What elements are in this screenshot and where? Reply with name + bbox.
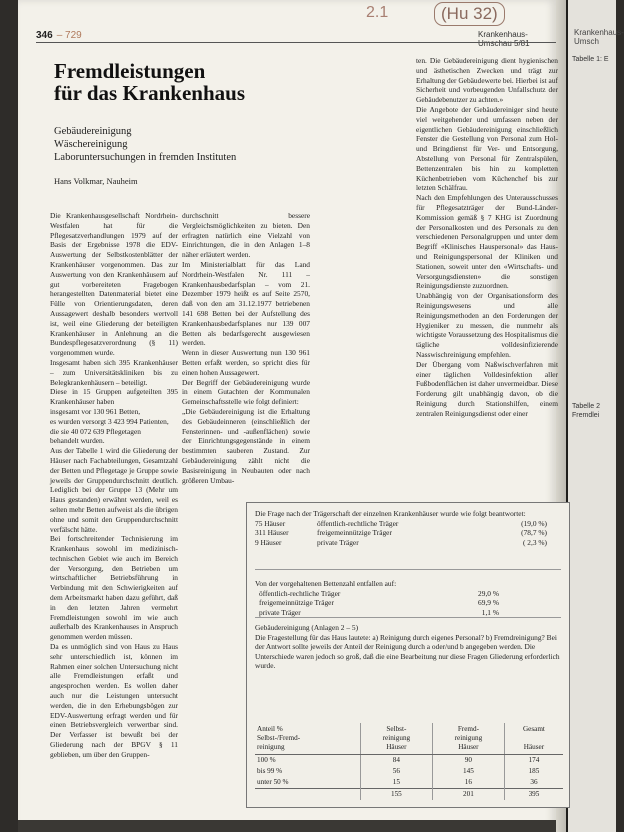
carrier-pct: (78,7 %) — [521, 528, 547, 538]
table-cell: 201 — [432, 789, 504, 801]
handwritten-stamp: (Hu 32) — [434, 2, 505, 26]
statistics-box — [246, 502, 570, 808]
table-header: Gesamt Häuser — [504, 723, 563, 755]
paragraph: Da es unmöglich sind von Haus zu Haus sehr unterschiedlich ist, können im Rahmen einer solchen Untersuchung nicht alle Fremdleistungen erfaßt und angesprochen werden. Es wollen daher auch nur die Leistungen untersucht werden, die in den Erhebungsbögen zur EDV-Auswertung erfragt werden und für einen Betriebsvergleich verwertbar sind. Der Verfasser ist bewußt bei der Gliederung nach der BPGV § 11 geblieben, um über den Gruppen- — [50, 642, 178, 759]
table-cell: 56 — [360, 766, 432, 777]
table-header: Anteil % Selbst-/Fremd- reinigung — [255, 723, 360, 755]
paragraph: „Die Gebäudereinigung ist die Erhaltung des Gebäudeinneren (einschließlich der Fensterinnen- und -außenflächen) sowie der Einrichtungsgegenstände in einem bestimmten sauberen Zustand. Zur Gebäudereinigung zählt nicht die Basisreinigung in Neubauten oder nach größeren Umbau- — [182, 406, 310, 485]
paragraph: Diese in 15 Gruppen aufgeteilten 395 Krankenhäuser haben — [50, 387, 178, 407]
paragraph: Der Begriff der Gebäudereinigung wurde in einem Gutachten der Kommunalen Gemeinschaftsstelle wie folgt definiert: — [182, 377, 310, 407]
beds-label: öffentlich-rechtliche Träger — [259, 588, 341, 598]
paragraph: die sie 40 072 639 Pflegetagen — [50, 426, 141, 436]
table-header: Selbst- reinigung Häuser — [360, 723, 432, 755]
beds-pct: 69,9 % — [478, 598, 499, 608]
paragraph: Im Ministerialblatt für das Land Nordrhein-Westfalen Nr. 111 – Krankenhausbedarfsplan – vom 21. Dezember 1979 heißt es auf Seite 2570, daß von den am 31.12.1977 betriebenen 141 698 Betten bei der Aufstellung des Krankenhausbedarfsplanes nur 139 007 Betten als bedarfsgerecht ausgewiesen werden. — [182, 259, 310, 348]
paragraph: Bei fortschreitender Technisierung im Krankenhaus sowohl im medizinisch-technischen Gebiet wie auch im Bereich der Versorgung, den Betrieben um wirtschaftlicher Betriebsführung in Verbindung mit den Schwierigkeiten auf dem Arbeitsmarkt haben dazu geführt, daß in den letzten Jahren vermehrt Fremdleistungen sowohl im wie auch außerhalb des Krankenhauses in Anspruch genommen werden müssen. — [50, 534, 178, 642]
table-cell: bis 99 % — [255, 766, 360, 777]
table-cell: 395 — [504, 789, 563, 801]
carrier-count: 75 Häuser — [255, 518, 286, 528]
table-cell: unter 50 % — [255, 777, 360, 789]
facing-page-table-label: Tabelle 1: E — [572, 56, 609, 63]
paragraph: ten. Die Gebäudereinigung dient hygienischen und ästhetischen Zwecken und trägt zur Erhaltung der Gebäudewerte bei. Hierbei ist auf Sicherheit und vorbeugenden Unfallschutz der Gebäudebenutzer zu achten.» — [416, 56, 558, 105]
paragraph: Die Angebote der Gebäudereiniger sind heute viel weitgehender und umfassen neben der eigentlichen Gebäudereinigung einschließlich Fenster die Gestellung von Personal zum Hol- und Bringdienst für Ver- und Entsorgung, Abstellung von Personal für Zentralspülen, Bettenzentralen bis hin zu kompletten Küchenbetrieben vom Küchenchef bis zur letzten Schälfrau. — [416, 104, 558, 193]
carrier-count: 9 Häuser — [255, 537, 282, 547]
carrier-label: freigemeinnützige Träger — [317, 528, 392, 538]
cleaning-heading: Gebäudereinigung (Anlagen 2 – 5) — [255, 623, 359, 632]
beds-pct: 29,0 % — [478, 588, 499, 598]
table-cell: 155 — [360, 789, 432, 801]
table-cell: 15 — [360, 777, 432, 789]
subtitle-line-2: Wäschereinigung — [54, 139, 128, 150]
paragraph: Unabhängig von der Organisationsform des Reinigungswesens und alle Reinigungsmethoden an den Forderungen der Hygieniker zu messen, die nunmehr als wichtigste Voraussetzung des Hospitalismus die tägliche volldesinfizierende Nasswischreinigung empfehlen. — [416, 291, 558, 359]
carrier-row — [255, 528, 561, 538]
text-column-2 — [182, 211, 310, 485]
carrier-pct: (19,0 %) — [521, 518, 547, 528]
table-total-row — [255, 789, 563, 801]
facing-page-table-label-2: Tabelle 2 Fremdlei — [572, 403, 601, 419]
carrier-section — [255, 509, 561, 547]
carrier-intro: Die Frage nach der Trägerschaft der einzelnen Krankenhäuser wurde wie folgt beantwortet: — [255, 509, 526, 518]
title-line-2: für das Krankenhaus — [54, 81, 246, 105]
running-title: Krankenhaus-Umschau 5/81 — [478, 30, 530, 48]
table-header: Fremd- reinigung Häuser — [432, 723, 504, 755]
cleaning-table — [255, 723, 563, 800]
cleaning-text: Die Fragestellung für das Haus lautete: a) Reinigung durch eigenes Personal? b) Fremdreinigung? Bei der Antwort sollte jeweils der Anteil der Reinigung durch a oder/und b angegeben werden. Die Unterschiede waren jedoch so groß, daß die eine Bearbeitung nur diese Fragen Gliederung erforderlich wurde. — [255, 632, 560, 671]
beds-row — [255, 598, 561, 608]
carrier-pct: ( 2,3 %) — [522, 537, 547, 547]
subtitle-line-1: Gebäudereinigung — [54, 126, 132, 137]
title-line-1: Fremdleistungen — [54, 59, 206, 83]
paragraph: durchschnitt bessere Vergleichsmöglichkeiten zu bieten. Den erfragten natürlich eine Vielzahl von Einrichtungen, die in den Anlagen 1–8 näher erläutert werden. — [182, 211, 310, 260]
table-cell: 36 — [530, 778, 538, 786]
author-byline: Hans Volkmar, Nauheim — [54, 176, 138, 186]
article-subtitle — [54, 125, 236, 164]
table-cell: 90 — [432, 755, 504, 767]
table-header-row — [255, 723, 563, 755]
table-cell: 145 — [432, 766, 504, 777]
table-row — [255, 777, 563, 789]
paragraph: Aus der Tabelle 1 wird die Gliederung der Häuser nach Fachabteilungen, Gesamtzahl der Betten und Pflegetage je Gruppe sowie jeweils der Gruppendurchschnitt deutlich. Lediglich bei der Gruppe 13 (Mehr um Haus gestanden) erwähnt werden, weil es selten mehr Betten aufweist als die übrigen ohne und somit den Gruppendurchschnitt verfälscht hätte. — [50, 446, 178, 534]
table-row — [255, 755, 563, 767]
header-rule — [36, 42, 556, 43]
text-column-3 — [416, 56, 558, 418]
carrier-row — [255, 538, 561, 548]
beds-row — [255, 608, 561, 618]
handwritten-mark: 2.1 — [366, 4, 389, 21]
table-row — [255, 766, 563, 777]
paragraph: Nach den Empfehlungen des Unterausschusses für Pflegesatzträger der Bund-Länder-Kommission gemäß § 7 KHG ist Zuordnung der Personalkosten und des Personals zu den verschiedenen Personalgruppen und unter dem Begriff «Klinisches Hauspersonal» das Haus- und Reinigungspersonal der Kliniken und Stationen, soweit unter den «Wirtschafts- und Versorgungsdiensten» die sonstigen Reinigungsdienste zuzuordnen. — [416, 193, 558, 291]
article-title — [54, 60, 245, 104]
carrier-row — [255, 519, 561, 529]
paragraph: behandelt wurden. — [50, 436, 105, 446]
table-cell — [255, 789, 360, 801]
table-cell: 84 — [360, 755, 432, 767]
beds-label: freigemeinnützige Träger — [259, 598, 334, 608]
paragraph: Der Übergang vom Naßwischverfahren mit einer täglichen Volldesinfektion aller Fußbodenflächen ist daher unvermeidbar. Diese Forderung gilt unabhängig davon, ob die Reinigung durch Stationshilfen, einem zentralen Reinigungsdienst oder einer — [416, 359, 558, 418]
beds-label: private Träger — [259, 607, 301, 617]
document-page — [18, 0, 560, 832]
section-divider — [255, 617, 561, 618]
beds-pct: 1,1 % — [481, 607, 499, 617]
paragraph: es wurden versorgt 3 423 994 Patienten, — [50, 416, 169, 426]
table-cell: 174 — [528, 756, 540, 764]
subtitle-line-3: Laboruntersuchungen in fremden Instituten — [54, 152, 237, 163]
carrier-label: private Träger — [317, 537, 359, 547]
scan-border — [18, 820, 556, 832]
facing-page-header: Krankenhaus-Umsch — [574, 28, 624, 46]
table-cell: 100 % — [255, 755, 360, 767]
carrier-count: 311 Häuser — [255, 528, 289, 538]
beds-section — [255, 579, 561, 617]
paragraph: Insgesamt haben sich 395 Krankenhäuser – zum Universitätskliniken bis zu Belegkrankenhäusern – beteiligt. — [50, 357, 178, 387]
facing-page — [566, 0, 624, 832]
section-divider — [255, 569, 561, 570]
table-cell: 185 — [528, 767, 540, 775]
page-number-value: 346 — [36, 30, 53, 41]
carrier-label: öffentlich-rechtliche Träger — [317, 518, 399, 528]
beds-row — [255, 589, 561, 599]
cleaning-section — [255, 623, 561, 671]
beds-intro: Von der vorgehaltenen Bettenzahl entfallen auf: — [255, 579, 397, 588]
paragraph: Wenn in dieser Auswertung nun 130 961 Betten erfaßt werden, so spricht dies für einen hohen Aussagewert. — [182, 348, 310, 377]
table-cell: 16 — [432, 777, 504, 789]
paragraph: Die Krankenhausgesellschaft Nordrhein-Westfalen hat für die Pflegesatzverhandlungen 1979 auf der Basis der Ergebnisse 1978 die EDV-Auswertung der Selbstkostenblätter der Krankenhäuser vorgenommen. Das zur Auswertung von den Krankenhäusern auf gut vorbereiteten Fragebogen herangestellten Datenmaterial bietet eine Fülle von Orientierungsdaten, deren Aussagewert deshalb besonders wertvoll ist, weil eine Gliederung der beteiligten Krankenhäuser in Anlehnung an die Bundespflegesatzverordnung (§ 11) vorgenommen wurde. — [50, 211, 178, 358]
paragraph: insgesamt vor 130 961 Betten, — [50, 406, 141, 416]
page-ref: – 729 — [56, 30, 82, 41]
text-column-1 — [50, 211, 178, 760]
page-number — [36, 30, 82, 41]
